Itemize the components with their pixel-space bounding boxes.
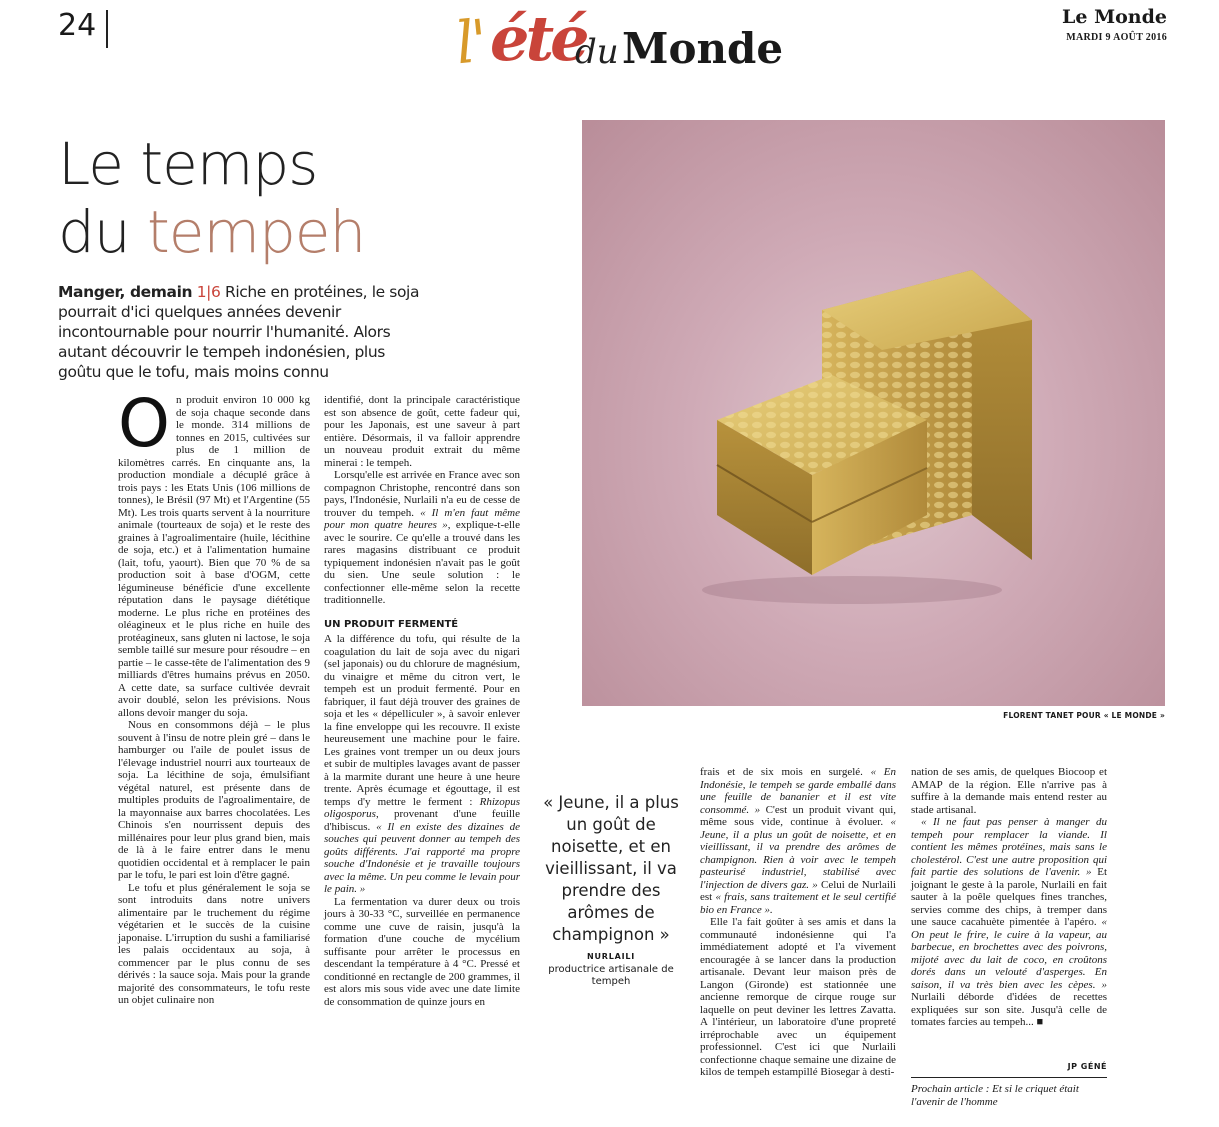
page-number-divider: [106, 10, 108, 48]
masthead-du: du: [575, 32, 619, 72]
paragraph: Elle l'a fait goûter à ses amis et dans la communauté indonésienne qui l'a immédiatement adopté et l'a vivement encouragée à se lancer dans la production artisanale. Devant leur maison près de Langon (Gironde) est stationnée une ancienne remorque de cirque rouge sur laquelle on peut deviner les lettres Zavatta. A l'intérieur, un laboratoire d'une propreté irréprochable avec un équipement professionnel. C'est ici que Nurlaili confectionne chaque semaine une dizaine de kilos de tempeh estampillé Biosegar à desti-: [700, 916, 896, 1078]
quote-run: « Il m'en faut même pour mon quatre heures »: [324, 506, 520, 531]
quote-run: « On peut le frire, le cuire à la vapeur, au barbecue, en brochettes avec des poivrons, mijoté avec du lait de coco, en croûtons dorés dans un velouté d'asperges. En saison, il va très bien avec les cèpes. »: [911, 916, 1107, 991]
masthead-monde: Monde: [622, 24, 784, 73]
paragraph: nation de ses amis, de quelques Biocoop et AMAP de la région. Elle n'arrive pas à suffire à la demande mais entend rester au stade artisanal.: [911, 766, 1107, 816]
pull-quote-role: productrice artisanale de tempeh: [548, 964, 674, 987]
headline-line2: [58, 198, 365, 266]
deck-text: Riche en protéines, le soja pourrait d'ici quelques années devenir incontournable pour nourrir l'humanité. Alors autant découvrir le tempeh indonésien, plus goûtu que le tofu, mais moins connu: [58, 283, 420, 381]
deck-series: 1|6: [196, 283, 221, 301]
issue-date: MARDI 9 AOÛT 2016: [1066, 32, 1167, 43]
subheading: UN PRODUIT FERMENTÉ: [324, 618, 459, 630]
paragraph: [118, 385, 310, 719]
species-name: Rhizopus oligosporus: [324, 795, 520, 820]
pull-quote: « Jeune, il a plus un goût de noisette, et en vieillissant, il va prendre des arômes de champignon »: [543, 793, 679, 944]
text-run: Nurlaili déborde d'idées de recettes expliquées sur son site. Jusqu'à celle de tomates farcies au tempeh... ■: [911, 991, 1107, 1028]
photo-credit: FLORENT TANET POUR « LE MONDE »: [1003, 711, 1165, 720]
tempeh-photo: [582, 120, 1165, 706]
text-run: , explique-t-elle avec le sourire. Ce qu'elle a trouvé dans les rares magasins distribuant ce produit typiquement indonésien n'avait pas le goût du sien. Une seule solution : le confectionner elle-même selon la recette traditionnelle.: [324, 519, 520, 606]
headline-du: du: [58, 198, 148, 266]
headline-line1: Le temps: [58, 130, 318, 198]
quote-run: « Il en existe des dizaines de souches qui peuvent donner au tempeh des goûts différents. J'ai rapporté ma propre souche d'Indonésie et je travaille toujours avec la même. Un peu comme le levain pour le pain. »: [324, 820, 520, 895]
body-column-2: [324, 394, 520, 1008]
brand-logo: Le Monde: [1062, 6, 1167, 28]
text-run: frais et de six mois en surgelé.: [700, 766, 871, 778]
pull-quote-name: NURLAILI: [586, 952, 636, 961]
deck: [58, 282, 428, 382]
deck-kicker: Manger, demain: [58, 283, 193, 301]
paragraph-text: n produit environ 10 000 kg de soja chaque seconde dans le monde. 314 millions de tonnes en 2015, cultivées sur plus de 1 million de kilomètres carrés. En cinquante ans, la production mondiale a décuplé grâce à trois pays : les Etats Unis (106 millions de tonnes), le Brésil (97 Mt) et l'Argentine (55 Mt). Les trois quarts servent à la nourriture animale (tourteaux de soja) et le reste des graines à l'agroalimentaire (huile, lécithine de soja, etc.) et à l'alimentation humaine (lait, tofu, yaourt). Bien que 70 % de sa production soit à base d'OGM, cette légumineuse bénéficie d'une excellente réputation dans le paysage diététique moderne. Le plus riche en protéines des oléagineux et le plus riche en huile des protéagineux, sans gluten ni lactose, le soja semble taillé sur mesure pour résoudre – en partie – le casse-tête de l'alimentation des 9 milliards d'êtres humains prévus en 2050. A cette date, sa surface cultivée devrait avoir doublé, selon les prévisions. Nous allons devoir manger du soja.: [118, 394, 310, 719]
headline: [58, 130, 365, 266]
paragraph: [324, 469, 520, 607]
next-article[interactable]: Prochain article : Et si le criquet était l'avenir de l'homme: [911, 1083, 1079, 1108]
page-number: 24: [58, 8, 97, 43]
paragraph: Le tofu et plus généralement le soja se sont introduits dans notre univers alimentaire par le truchement du régime végétarien et le succès de la cuisine japonaise. L'irruption du sushi a familiarisé les palais occidentaux au soja, à commencer par le plus connu de ses dérivés : la sauce soja. Mais pour la grande majorité des consommateurs, le tofu reste un objet culinaire non: [118, 881, 310, 1006]
paragraph: [324, 633, 520, 896]
quote-run: « Jeune, il a plus un goût de noisette, et en vieillissant, il va prendre des arômes de champignon. Rien à voir avec le tempeh pasteurisé industriel, stabilisé avec l'injection de divers gaz. »: [700, 816, 896, 891]
paragraph: [700, 766, 896, 916]
paragraph: Nous en consommons déjà – le plus souvent à l'insu de notre plein gré – dans le hamburger ou l'aile de poulet issus de l'élevage industriel nourri aux tourteaux de soja. La lécithine de soja, émulsifiant végétal naturel, est présente dans de multiples produits de l'agroalimentaire, de la mayonnaise aux barres chocolatées. Les Chinois s'en nourrissent depuis des millénaires pour leur plus grand bien, mais de là à le faire entrer dans le menu quotidien occidental et à remplacer le pain par le tofu, le pari est loin d'être gagné.: [118, 719, 310, 881]
text-run: C'est un produit vivant qui, même sous vide, continue à évoluer.: [700, 803, 896, 828]
text-run: A la différence du tofu, qui résulte de la coagulation du lait de soja avec du nigari (sel japonais) ou du chlorure de magnésium, du vinaigre et même du citron vert, le tempeh est un produit fermenté. Pour en fabriquer, il faut déjà trouver des graines de soja et les « dépelliculer », à savoir enlever la fine enveloppe qui les recouvre. Il existe heureusement une machine pour le faire. Les graines vont tremper un ou deux jours et subir de multiples lavages avant de passer à la marmite durant une heure à une heure trente. Après écumage et égouttage, il est temps d'y mettre le ferment :: [324, 633, 520, 808]
text-run: Et joignant le geste à la parole, Nurlaili en fait sauter à la poêle quelques fines tranches, servies comme des chips, à tremper dans une sauce cacahuète pimentée à l'apéro.: [911, 866, 1107, 928]
body-column-3: [700, 766, 896, 1079]
quote-run: « Il ne faut pas penser à manger du tempeh pour remplacer la viande. Il contient les mêmes protéines, mais sans le cholestérol. C'est une autre proposition qui fait partie des solutions de l'avenir. »: [911, 816, 1107, 878]
tempeh-illustration: [582, 120, 1165, 706]
paragraph: La fermentation va durer deux ou trois jours à 30-33 °C, surveillée en permanence comme une cuve de raisin, jusqu'à la formation d'une couche de mycélium suffisante pour arrêter le processus en descendant la température à 4 °C. Pressé et conditionné en rectangle de 200 grammes, il est alors mis sous vide avec une date limite de consommation de quinze jours en: [324, 895, 520, 1008]
body-column-4: [911, 766, 1107, 1029]
dropcap: O: [118, 385, 170, 462]
text-run: , provenant d'une feuille d'hibiscus.: [324, 808, 520, 833]
paragraph: identifié, dont la principale caractéristique est son absence de goût, cette fadeur qui, pour les Japonais, est une saveur à part entière. Désormais, il va falloir apprendre un nouveau produit extrait du même minerai : le tempeh.: [324, 394, 520, 469]
masthead-l: l': [452, 6, 488, 78]
quote-run: « frais, sans traitement et le seul certifié bio en France ».: [700, 891, 896, 916]
divider: [911, 1077, 1107, 1078]
author-signature: JP GÉNÉ: [1067, 1062, 1107, 1071]
quote-run: « En Indonésie, le tempeh se garde emballé dans une feuille de bananier et il est vite consommé. »: [700, 766, 896, 816]
text-run: Celui de Nurlaili est: [700, 878, 896, 903]
body-column-1: [118, 385, 310, 1007]
paragraph: [911, 816, 1107, 1029]
text-run: Lorsqu'elle est arrivée en France avec son compagnon Christophe, rencontré dans son pays, l'Indonésie, Nurlaili n'a eu de cesse de trouver du tempeh.: [324, 469, 520, 519]
headline-tempeh: tempeh: [147, 198, 366, 266]
masthead-ete: été: [490, 2, 586, 75]
